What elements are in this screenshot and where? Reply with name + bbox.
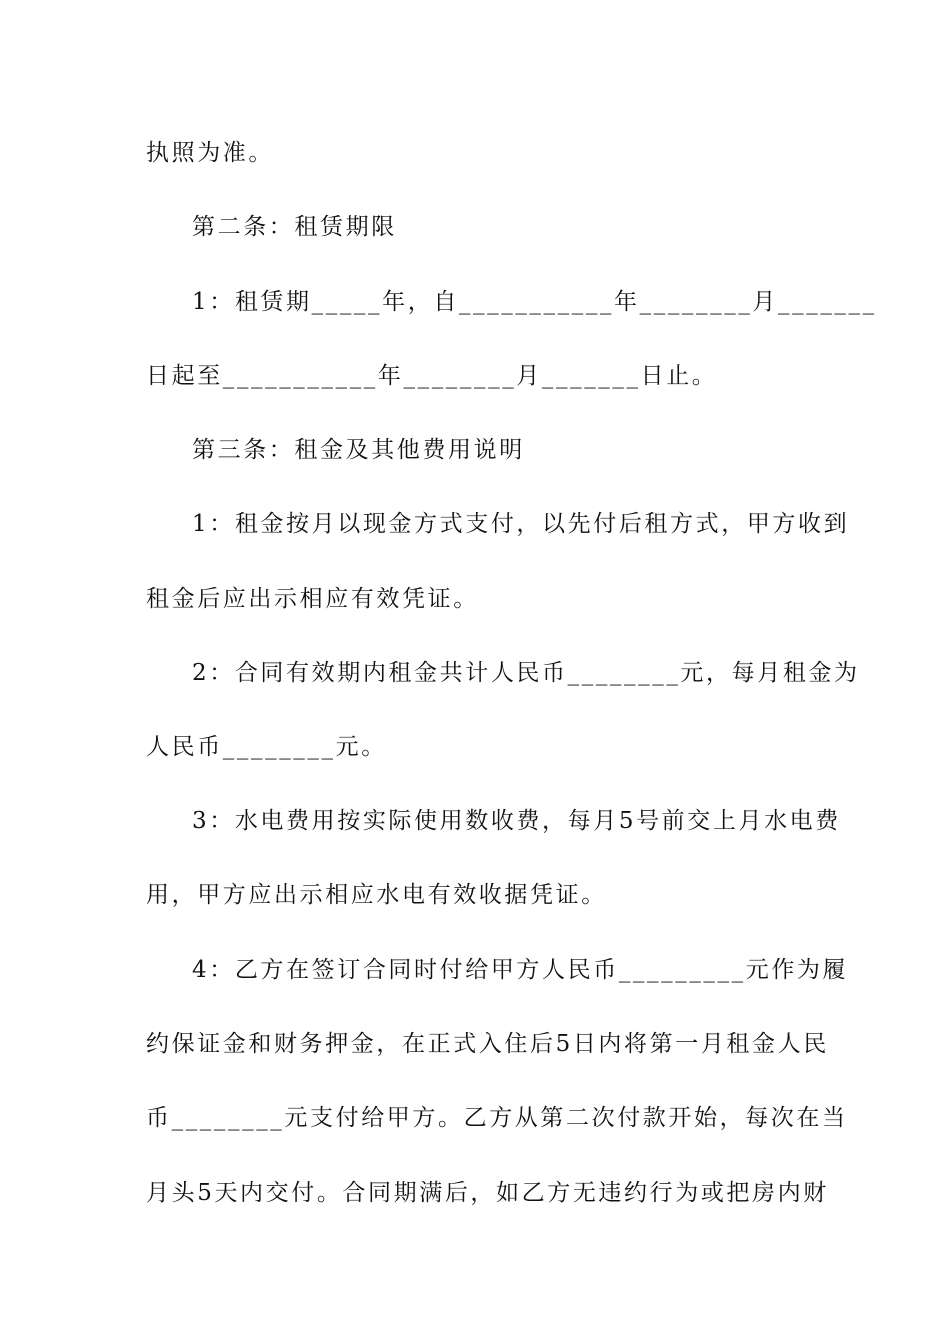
paragraph-line: 3：水电费用按实际使用数收费，每月5号前交上月水电费 [192, 808, 841, 834]
paragraph-line: 1：租赁期_____年，自___________年________月_______ [192, 289, 877, 315]
paragraph-line: 约保证金和财务押金，在正式入住后5日内将第一月租金人民 [146, 1031, 829, 1057]
paragraph-line: 用，甲方应出示相应水电有效收据凭证。 [146, 882, 607, 908]
paragraph-line: 月头5天内交付。合同期满后，如乙方无违约行为或把房内财 [146, 1180, 829, 1206]
paragraph-line: 币________元支付给甲方。乙方从第二次付款开始，每次在当 [146, 1105, 848, 1131]
section-heading-3: 第三条：租金及其他费用说明 [192, 437, 525, 463]
paragraph-line: 人民币________元。 [146, 734, 387, 760]
paragraph-line: 日起至___________年________月_______日止。 [146, 363, 718, 389]
paragraph-line: 1：租金按月以现金方式支付，以先付后租方式，甲方收到 [192, 511, 850, 537]
paragraph-line: 2：合同有效期内租金共计人民币________元，每月租金为 [192, 660, 860, 686]
section-heading-2: 第二条：租赁期限 [192, 214, 397, 240]
paragraph-line: 租金后应出示相应有效凭证。 [146, 586, 479, 612]
paragraph-line: 4：乙方在签订合同时付给甲方人民币_________元作为履 [192, 957, 849, 983]
paragraph-line: 执照为准。 [146, 140, 274, 166]
